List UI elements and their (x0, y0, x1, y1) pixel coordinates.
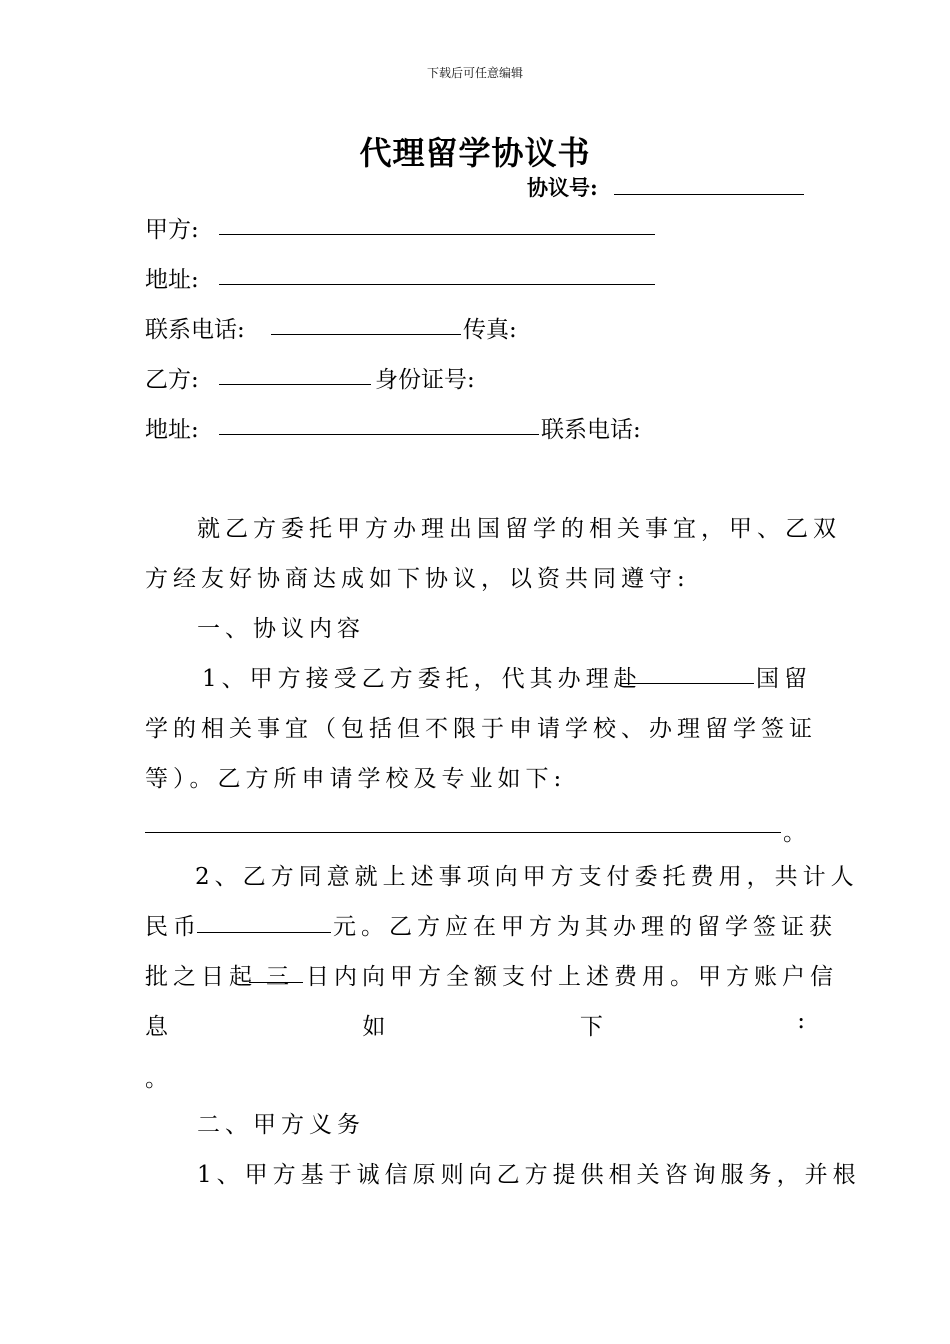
party-a-address-blank[interactable] (219, 284, 655, 285)
party-a-address-label: 地址: (145, 267, 199, 293)
account-word-1: 息 (145, 1014, 168, 1040)
clause-1-1-line-3: 等）。乙方所申请学校及专业如下: (145, 766, 567, 792)
party-b-phone-label: 联系电话: (541, 417, 641, 443)
party-a-phone-label: 联系电话: (145, 317, 245, 343)
fee-amount-blank[interactable] (197, 932, 331, 933)
days-value: 三 (266, 964, 294, 990)
section-1-heading: 一、协议内容 (197, 616, 365, 642)
party-b-label: 乙方: (145, 367, 199, 393)
clause-1-1-part-1: 1、甲方接受乙方委托，代其办理赴 (202, 666, 642, 692)
clause-1-1-part-2: 国留 (756, 666, 812, 692)
destination-country-blank[interactable] (620, 683, 754, 684)
account-word-2: 如 (362, 1014, 386, 1040)
intro-line-1: 就乙方委托甲方办理出国留学的相关事宜，甲、乙双 (197, 516, 841, 542)
account-word-4: : (797, 1008, 805, 1034)
header-note: 下载后可任意编辑 (426, 66, 523, 80)
clause-1-2-line-1: 2、乙方同意就上述事项向甲方支付委托费用，共计人 (195, 864, 859, 890)
clause-1-2-line-4 (145, 1008, 805, 1041)
clause-2-1-line-1: 1、甲方基于诚信原则向乙方提供相关咨询服务，并根 (197, 1162, 861, 1188)
school-major-blank[interactable] (145, 832, 781, 833)
intro-line-2: 方经友好协商达成如下协议，以资共同遵守: (145, 566, 690, 592)
party-b-address-label: 地址: (145, 417, 199, 443)
account-word-3: 下 (579, 1014, 603, 1040)
school-major-period: 。 (783, 820, 806, 846)
clause-1-1-line-2: 学的相关事宜（包括但不限于申请学校、办理留学签证 (145, 716, 817, 742)
party-b-id-label: 身份证号: (375, 367, 475, 393)
clause-1-2-line-2-part-1: 民币 (145, 914, 201, 940)
party-b-blank[interactable] (219, 384, 371, 385)
clause-1-2-line-2-part-2: 元。乙方应在甲方为其办理的留学签证获 (333, 914, 837, 940)
section-2-heading: 二、甲方义务 (197, 1112, 365, 1138)
page-title: 代理留学协议书 (359, 134, 591, 172)
party-a-label: 甲方: (145, 217, 199, 243)
agreement-no-label: 协议号: (527, 175, 598, 200)
agreement-no-blank[interactable] (614, 194, 804, 195)
party-a-fax-label: 传真: (463, 317, 517, 343)
clause-1-2-line-3-part-2: 日内向甲方全额支付上述费用。甲方账户信 (306, 964, 838, 990)
party-a-phone-blank[interactable] (271, 334, 461, 335)
party-b-address-blank[interactable] (219, 434, 539, 435)
clause-1-2-line-3-part-1: 批之日起 (145, 964, 257, 990)
account-info-period: 。 (145, 1066, 168, 1092)
party-a-blank[interactable] (219, 234, 655, 235)
